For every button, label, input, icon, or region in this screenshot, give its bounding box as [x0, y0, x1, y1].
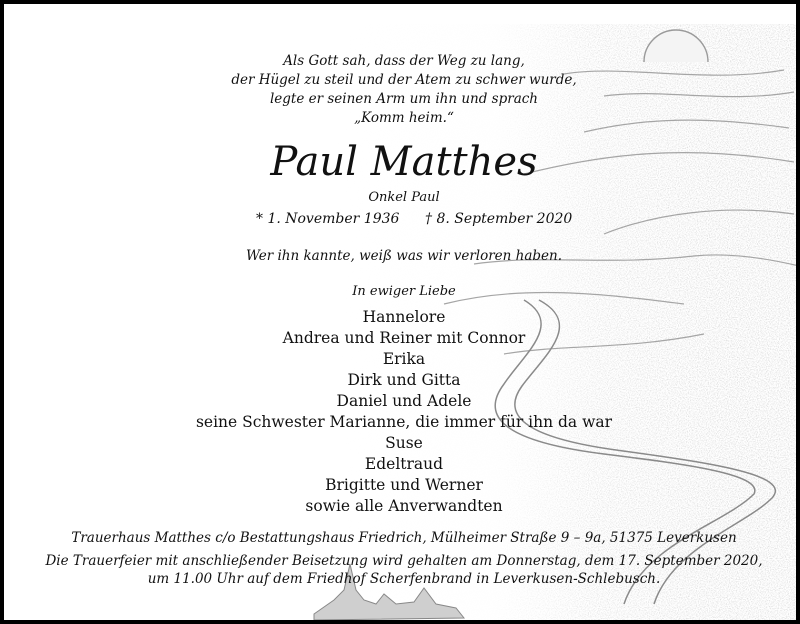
- deceased-name: Paul Matthes: [270, 139, 538, 185]
- poem-line: Als Gott sah, dass der Weg zu lang,: [283, 53, 525, 69]
- family-member: Andrea und Reiner mit Connor: [282, 329, 526, 347]
- poem-line: der Hügel zu steil und der Atem zu schwer wurde,: [231, 72, 577, 88]
- ceremony-line: um 11.00 Uhr auf dem Friedhof Scherfenbrand in Leverkusen-Schlebusch.: [147, 571, 661, 587]
- family-member: Edeltraud: [364, 455, 444, 473]
- poem-line: „Komm heim.“: [354, 110, 454, 126]
- family-member: Dirk und Gitta: [347, 371, 461, 389]
- death-date: † 8. September 2020: [425, 211, 573, 227]
- nickname: Onkel Paul: [368, 190, 440, 205]
- mourning-house: Trauerhaus Matthes c/o Bestattungshaus Friedrich, Mülheimer Straße 9 – 9a, 51375 Leverkusen: [71, 530, 737, 546]
- family-member: Daniel und Adele: [336, 392, 472, 410]
- birth-date: * 1. November 1936: [256, 211, 400, 227]
- obituary-text: [4, 4, 800, 624]
- poem-line: legte er seinen Arm um ihn und sprach: [269, 91, 539, 107]
- family-member: Erika: [382, 350, 426, 368]
- family-member: Hannelore: [362, 308, 446, 326]
- family-member: Suse: [385, 434, 423, 452]
- family-member: sowie alle Anverwandten: [305, 497, 503, 515]
- in-eternal-love: In ewiger Liebe: [352, 284, 456, 299]
- ceremony-line: Die Trauerfeier mit anschließender Beisetzung wird gehalten am Donnerstag, dem 17. September 2020,: [45, 553, 763, 569]
- memorial-quote: Wer ihn kannte, weiß was wir verloren haben.: [245, 248, 563, 264]
- family-member: Brigitte und Werner: [325, 476, 483, 494]
- family-member: seine Schwester Marianne, die immer für ihn da war: [195, 413, 613, 431]
